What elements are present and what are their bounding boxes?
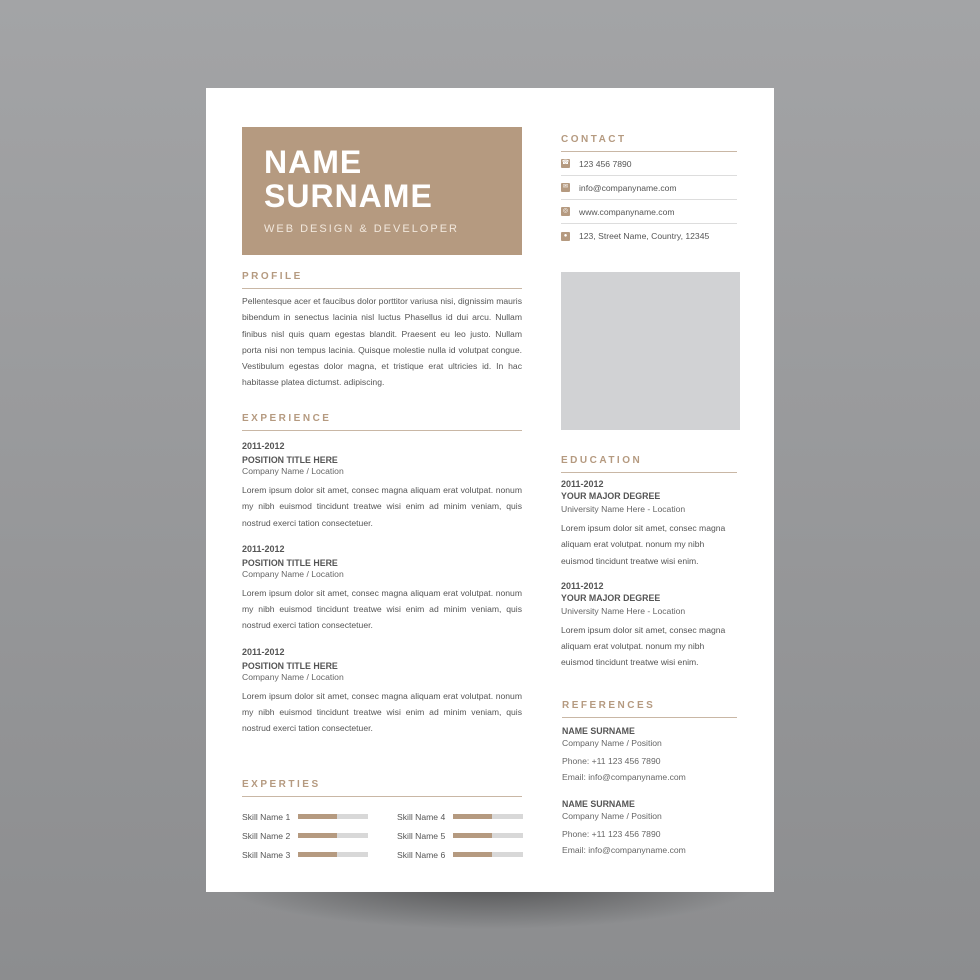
years: 2011-2012 (242, 646, 285, 657)
contact-address: ● 123, Street Name, Country, 12345 (561, 224, 737, 248)
ref-phone: Phone: +11 123 456 7890 (562, 756, 661, 766)
globe-icon: ◎ (562, 208, 569, 214)
degree: YOUR MAJOR DEGREE (561, 491, 661, 501)
skill-bar-fill (298, 833, 337, 838)
description: Lorem ipsum dolor sit amet, consec magna aliquam erat volutpat. nonum my nibh euismod tincidunt treatwe wisi enim ad minim veniam, quis nostrud exerci tation consectetuer. (242, 690, 522, 734)
ref-company: Company Name / Position (562, 811, 662, 821)
skill-name: Skill Name 4 (397, 811, 446, 822)
skill-bar (298, 833, 368, 838)
reference-item (562, 799, 737, 855)
skill-bar-fill (453, 852, 492, 857)
education-item (561, 581, 737, 671)
experience-item (242, 544, 522, 634)
experience-item (242, 441, 522, 531)
description: Lorem ipsum dolor sit amet, consec magna aliquam erat volutpat. nonum my nibh euismod tincidunt treatwe wisi enim ad minim veniam, quis nostrud exerci tation consectetuer. (242, 587, 522, 631)
contact-email: ✉ info@companyname.com (561, 176, 737, 200)
company: Company Name / Location (242, 671, 344, 682)
section-title: PROFILE (242, 271, 522, 289)
section-title: EXPERTIES (242, 779, 522, 797)
skill-bar-fill (298, 814, 337, 819)
skill-item (397, 845, 523, 864)
school: University Name Here - Location (561, 605, 686, 616)
skill-bar-fill (453, 814, 492, 819)
skill-item (242, 826, 368, 845)
degree: YOUR MAJOR DEGREE (561, 592, 661, 603)
phone-icon: ☎ (561, 160, 570, 166)
ref-email: Email: info@companyname.com (562, 772, 686, 782)
years: 2011-2012 (242, 441, 285, 451)
skill-item (242, 845, 368, 864)
position-title: POSITION TITLE HERE (242, 557, 338, 568)
skill-item (397, 826, 523, 845)
section-title: EDUCATION (561, 455, 737, 473)
section-title: EXPERIENCE (242, 413, 522, 431)
skill-item (397, 807, 523, 826)
references-section (562, 700, 737, 855)
skill-bar-fill (298, 852, 337, 857)
skill-name: Skill Name 2 (242, 830, 291, 841)
skill-name: Skill Name 6 (397, 849, 446, 860)
skill-bar (298, 814, 368, 819)
education-section (561, 455, 737, 671)
mail-icon: ✉ (562, 184, 569, 190)
first-name: NAME (264, 144, 363, 180)
school: University Name Here - Location (561, 504, 686, 514)
skill-name: Skill Name 1 (242, 811, 291, 822)
company: Company Name / Location (242, 568, 344, 579)
role: WEB DESIGN & DEVELOPER (264, 223, 459, 235)
ref-name: NAME SURNAME (562, 799, 635, 809)
name-banner (242, 127, 522, 255)
ref-name: NAME SURNAME (562, 726, 635, 736)
skill-bar (453, 852, 523, 857)
ref-email: Email: info@companyname.com (562, 845, 686, 855)
experience-item (242, 647, 522, 737)
skill-name: Skill Name 3 (242, 849, 291, 860)
contact-phone: ☎ 123 456 7890 (561, 152, 737, 176)
skill-bar (453, 814, 523, 819)
resume-page (206, 88, 774, 892)
years: 2011-2012 (561, 580, 604, 591)
reference-item (562, 726, 737, 782)
skill-bar (298, 852, 368, 857)
description: Lorem ipsum dolor sit amet, consec magna aliquam erat volutpat. nonum my nibh euismod tincidunt treatwe wisi enim. (561, 624, 726, 668)
contact-section (561, 134, 737, 248)
education-item (561, 479, 737, 569)
profile-text: Pellentesque acer et faucibus dolor porttitor variusa nisi, dignissim mauris bibendum in senectus lacinia nisl luctus Phasellus id dui arcu. Nullam finibus nisl quis quam egestas blandit. Praesent eu leo justo. Nullam porta nisi non tempus lacinia. Quisque molestie nulla id volutpat congue. Vestibulum egestas dolor magna, et tristique erat ultricies id. In hac habitasse platea dictumst. adipiscing. (242, 296, 522, 388)
ref-company: Company Name / Position (562, 738, 662, 748)
section-title: CONTACT (561, 134, 737, 152)
profile-section (242, 271, 522, 391)
years: 2011-2012 (242, 543, 285, 554)
skill-item (242, 807, 368, 826)
position-title: POSITION TITLE HERE (242, 455, 338, 465)
experience-section (242, 413, 522, 737)
years: 2011-2012 (561, 479, 604, 489)
skill-name: Skill Name 5 (397, 830, 446, 841)
expertise-section (242, 779, 522, 864)
section-title: REFERENCES (562, 700, 737, 718)
contact-web: ◎ www.companyname.com (561, 200, 737, 224)
company: Company Name / Location (242, 466, 344, 476)
skill-bar (453, 833, 523, 838)
ref-phone: Phone: +11 123 456 7890 (562, 829, 661, 839)
photo-placeholder (561, 272, 740, 430)
location-pin-icon: ● (561, 232, 570, 241)
description: Lorem ipsum dolor sit amet, consec magna aliquam erat volutpat. nonum my nibh euismod tincidunt treatwe wisi enim ad minim veniam, quis nostrud exerci tation consectetuer. (242, 485, 522, 528)
last-name: SURNAME (264, 178, 433, 214)
position-title: POSITION TITLE HERE (242, 660, 338, 671)
skill-bar-fill (453, 833, 492, 838)
description: Lorem ipsum dolor sit amet, consec magna aliquam erat volutpat. nonum my nibh euismod tincidunt treatwe wisi enim. (561, 523, 726, 566)
